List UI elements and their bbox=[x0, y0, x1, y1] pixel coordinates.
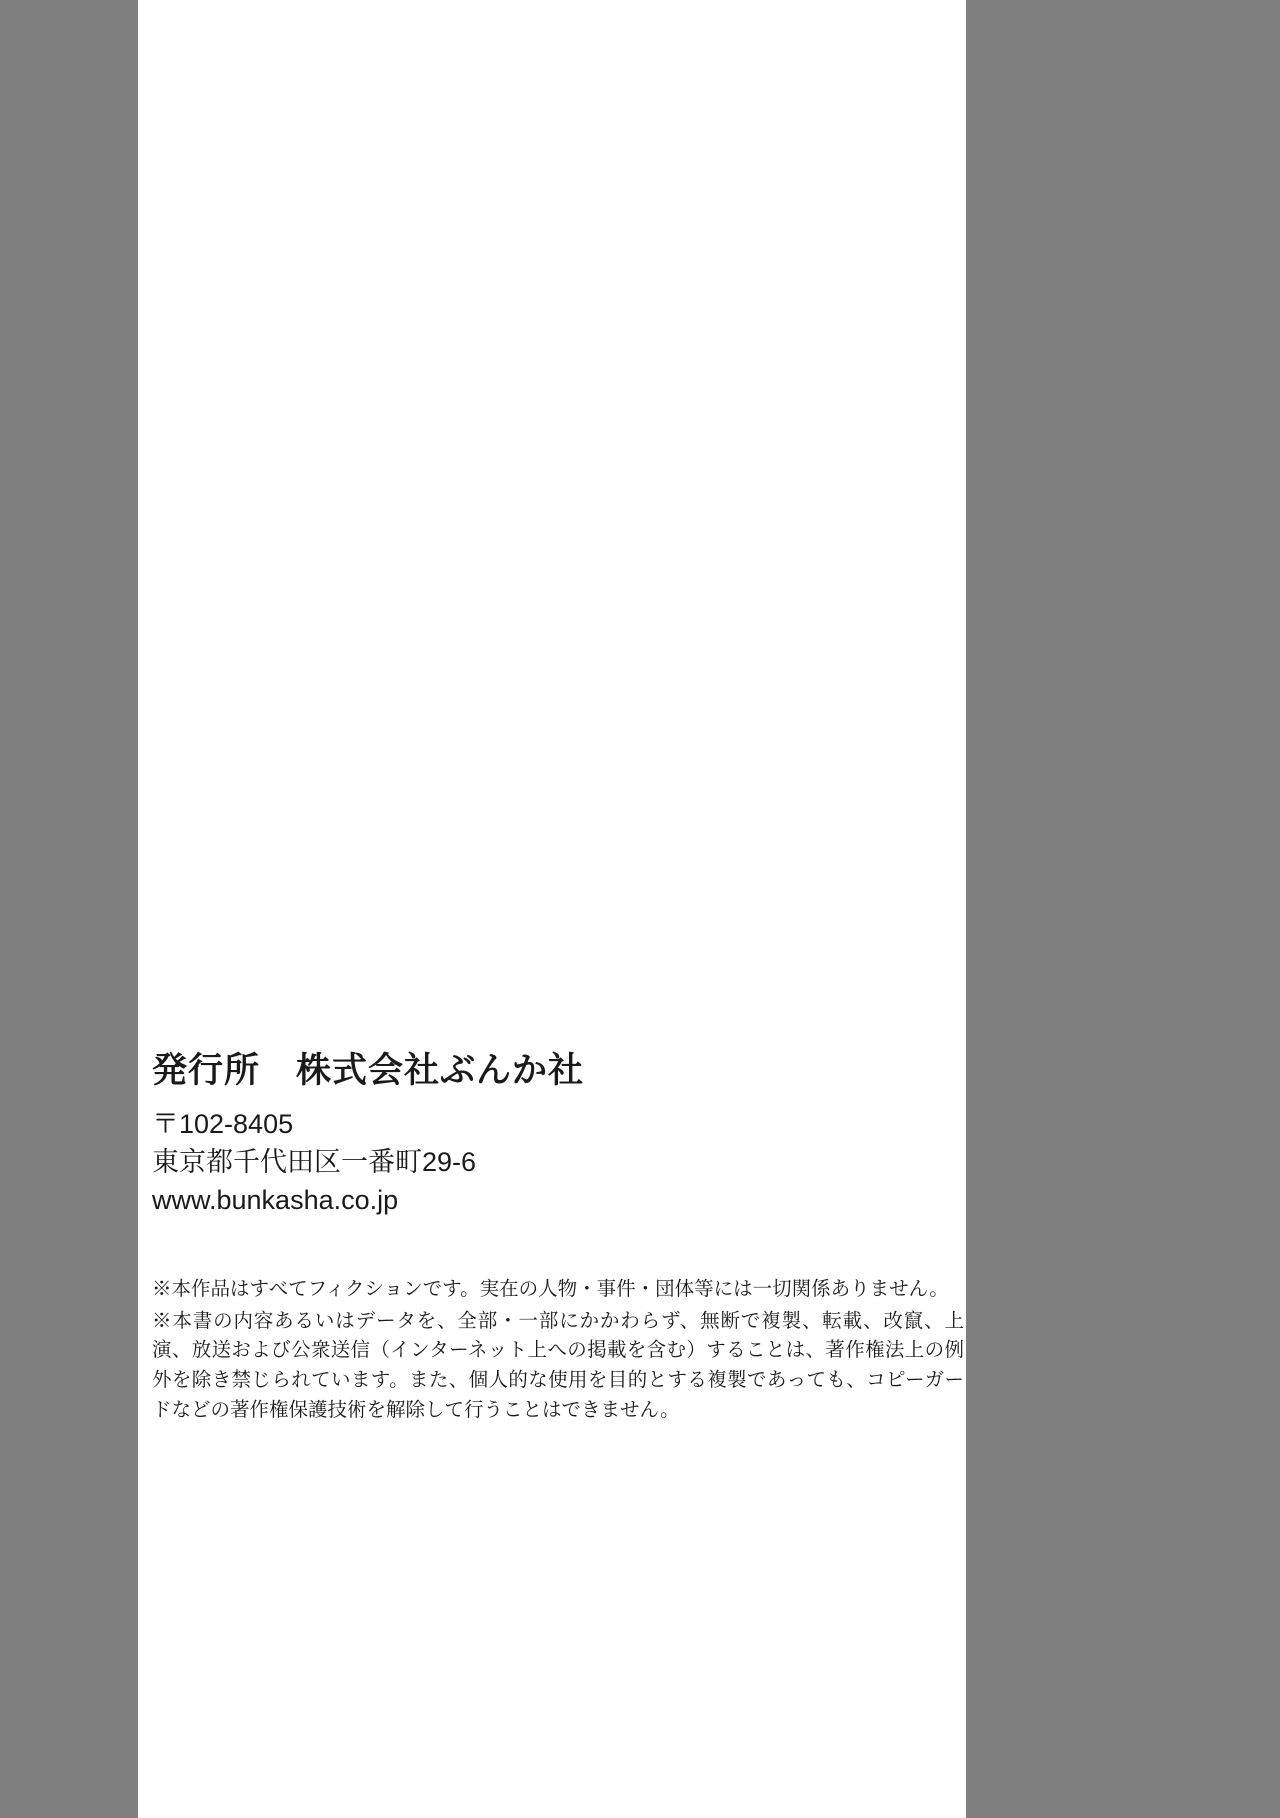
legal-notice-block bbox=[152, 1275, 964, 1427]
postal-address: 東京都千代田区一番町29-6 bbox=[152, 1146, 477, 1177]
publisher-website: www.bunkasha.co.jp bbox=[152, 1185, 399, 1216]
copyright-notice: ※本書の内容あるいはデータを、全部・一部にかかわらず、無断で複製、転載、改竄、上演、放送および公衆送信（インターネット上への掲載を含む）することは、著作権法上の例外を除き禁じられています。また、個人的な使用を目的とする複製であっても、コピーガードなどの著作権保護技術を解除して行うことはできません。 bbox=[152, 1309, 964, 1421]
publisher-name: 発行所 株式会社ぶんか社 bbox=[152, 1051, 585, 1090]
postal-code: 〒102-8405 bbox=[152, 1108, 294, 1139]
fiction-disclaimer: ※本作品はすべてフィクションです。実在の人物・事件・団体等には一切関係ありません。 bbox=[152, 1278, 949, 1300]
document-page bbox=[138, 0, 966, 1818]
colophon-block bbox=[152, 1052, 952, 1219]
